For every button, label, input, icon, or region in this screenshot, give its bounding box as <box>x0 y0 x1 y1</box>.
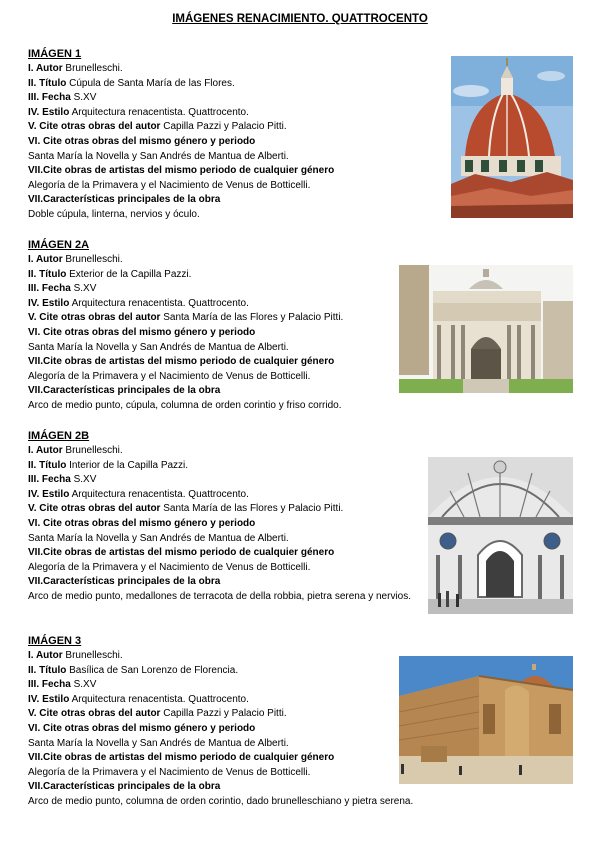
section-heading: IMÁGEN 2B <box>28 430 90 442</box>
autor-label: I. Autor <box>28 650 63 661</box>
estilo-value: Arquitectura renacentista. Quattrocento. <box>71 488 249 500</box>
estilo-value: Arquitectura renacentista. Quattrocento. <box>71 693 249 705</box>
titulo-label: II. Título <box>28 77 67 89</box>
otras-autor-label: V. Cite otras obras del autor <box>28 121 161 133</box>
titulo-value: Exterior de la Capilla Pazzi. <box>69 268 192 280</box>
section-heading: IMÁGEN 2A <box>28 239 90 251</box>
fecha-value: S.XV <box>73 679 97 691</box>
fecha-value: S.XV <box>73 92 97 104</box>
otras-autor-value: Santa María de las Flores y Palacio Pitti. <box>163 503 344 515</box>
titulo-label: II. Título <box>28 268 67 280</box>
fecha-value: S.XV <box>73 474 97 486</box>
mismo-genero-value: Santa María la Novella y San Andrés de Mantua de Alberti. <box>28 737 289 749</box>
otras-autor-label: V. Cite otras obras del autor <box>28 312 161 324</box>
autor-label: I. Autor <box>28 63 63 74</box>
titulo-value: Basílica de San Lorenzo de Florencia. <box>69 664 239 676</box>
caracteristicas-value: Arco de medio punto, columna de orden corintio, dado brunelleschiano y pietra serena. <box>28 795 414 807</box>
estilo-label: IV. Estilo <box>28 297 70 309</box>
titulo-value: Cúpula de Santa María de las Flores. <box>69 77 235 89</box>
fecha-label: III. Fecha <box>28 283 71 295</box>
caracteristicas-value: Arco de medio punto, medallones de terracota de della robbia, pietra serena y nervios. <box>28 590 412 602</box>
titulo-label: II. Título <box>28 664 67 676</box>
autor-label: I. Autor <box>28 445 63 456</box>
caracteristicas-value: Arco de medio punto, cúpula, columna de orden corintio y friso corrido. <box>28 399 342 411</box>
otras-autor-value: Santa María de las Flores y Palacio Pitti. <box>163 312 344 324</box>
san-lorenzo-photo <box>399 656 573 784</box>
duomo-dome-photo <box>451 56 573 218</box>
mismo-genero-label: VI. Cite otras obras del mismo género y periodo <box>28 517 256 529</box>
mismo-genero-label: VI. Cite otras obras del mismo género y periodo <box>28 722 256 734</box>
otras-autor-label: V. Cite otras obras del autor <box>28 503 161 515</box>
otros-artistas-label: VII.Cite obras de artistas del mismo periodo de cualquier género <box>28 547 335 559</box>
estilo-value: Arquitectura renacentista. Quattrocento. <box>71 106 249 118</box>
otros-artistas-value: Alegoría de la Primavera y el Nacimiento de Venus de Botticelli. <box>28 370 311 382</box>
autor-value: Brunelleschi. <box>65 650 123 661</box>
mismo-genero-value: Santa María la Novella y San Andrés de Mantua de Alberti. <box>28 532 289 544</box>
caracteristicas-label: VII.Características principales de la obra <box>28 576 221 588</box>
fecha-label: III. Fecha <box>28 679 71 691</box>
mismo-genero-value: Santa María la Novella y San Andrés de Mantua de Alberti. <box>28 150 289 162</box>
mismo-genero-label: VI. Cite otras obras del mismo género y periodo <box>28 135 256 147</box>
titulo-value: Interior de la Capilla Pazzi. <box>69 459 189 471</box>
otros-artistas-value: Alegoría de la Primavera y el Nacimiento de Venus de Botticelli. <box>28 561 311 573</box>
caracteristicas-label: VII.Características principales de la obra <box>28 194 221 206</box>
titulo-label: II. Título <box>28 459 67 471</box>
estilo-label: IV. Estilo <box>28 693 70 705</box>
document-title: IMÁGENES RENACIMIENTO. QUATTROCENTO <box>172 13 428 25</box>
mismo-genero-label: VI. Cite otras obras del mismo género y periodo <box>28 326 256 338</box>
fecha-label: III. Fecha <box>28 92 71 104</box>
autor-value: Brunelleschi. <box>65 445 123 456</box>
mismo-genero-value: Santa María la Novella y San Andrés de Mantua de Alberti. <box>28 341 289 353</box>
caracteristicas-label: VII.Características principales de la obra <box>28 385 221 397</box>
otras-autor-value: Capilla Pazzi y Palacio Pitti. <box>163 708 287 720</box>
otras-autor-label: V. Cite otras obras del autor <box>28 708 161 720</box>
caracteristicas-value: Doble cúpula, linterna, nervios y óculo. <box>28 208 200 220</box>
section-heading: IMÁGEN 1 <box>28 48 82 60</box>
caracteristicas-label: VII.Características principales de la obra <box>28 781 221 793</box>
autor-value: Brunelleschi. <box>65 63 123 74</box>
otros-artistas-value: Alegoría de la Primavera y el Nacimiento de Venus de Botticelli. <box>28 179 311 191</box>
pazzi-interior-photo <box>428 457 573 614</box>
autor-label: I. Autor <box>28 254 63 265</box>
section-heading: IMÁGEN 3 <box>28 635 82 647</box>
otras-autor-value: Capilla Pazzi y Palacio Pitti. <box>163 121 287 133</box>
otros-artistas-value: Alegoría de la Primavera y el Nacimiento de Venus de Botticelli. <box>28 766 311 778</box>
fecha-label: III. Fecha <box>28 474 71 486</box>
otros-artistas-label: VII.Cite obras de artistas del mismo periodo de cualquier género <box>28 356 335 368</box>
pazzi-exterior-photo <box>399 265 573 393</box>
otros-artistas-label: VII.Cite obras de artistas del mismo periodo de cualquier género <box>28 752 335 764</box>
autor-value: Brunelleschi. <box>65 254 123 265</box>
fecha-value: S.XV <box>73 283 97 295</box>
estilo-value: Arquitectura renacentista. Quattrocento. <box>71 297 249 309</box>
otros-artistas-label: VII.Cite obras de artistas del mismo periodo de cualquier género <box>28 165 335 177</box>
estilo-label: IV. Estilo <box>28 488 70 500</box>
estilo-label: IV. Estilo <box>28 106 70 118</box>
